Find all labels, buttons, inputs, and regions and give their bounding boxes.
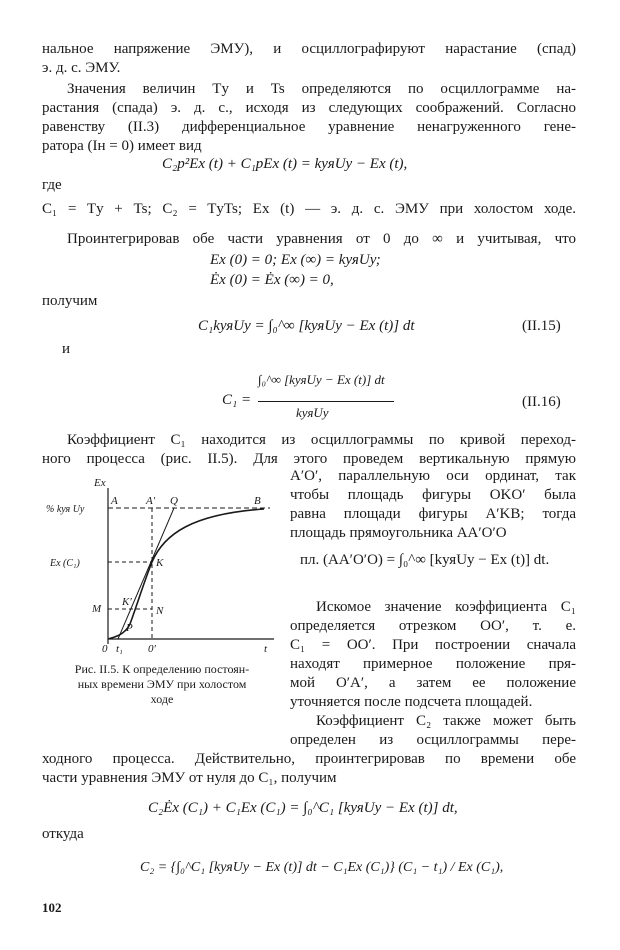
kuy-label: % kуя Uу	[46, 504, 85, 515]
text-line: Искомое значение коэффициента C₁	[316, 599, 576, 615]
caption-line: ных времени ЭМУ при холостом	[77, 677, 247, 691]
equation-number: (II.16)	[522, 394, 561, 410]
fraction-bar	[258, 401, 394, 402]
text-line: C₁ = OO′. При построении сначала	[290, 637, 576, 653]
text-line: равна площади фигуры A′KB; тогда	[290, 506, 576, 522]
text-line: растания (спада) э. д. с., исходя из следующих соображений. Согласно	[42, 100, 576, 116]
text-line: мой O′A′, а затем ее положение	[290, 675, 576, 691]
ex-c1-label: Eх (C₁)	[50, 558, 80, 569]
text-line: Коэффициент C₂ также может быть	[316, 713, 576, 729]
text-line: ходного процесса. Действительно, проинтегрировав по времени обе	[42, 751, 576, 767]
b-label: B	[254, 495, 261, 507]
text-line: определен из осциллограммы пере-	[290, 732, 576, 748]
text-line: Коэффициент C₁ находится из осциллограммы по кривой переход-	[67, 432, 576, 448]
text-line: A′O′, параллельную оси ординат, так	[290, 468, 576, 484]
page-number: 102	[42, 900, 62, 915]
area-equation: пл. (AA′O′O) = ∫₀^∞ [kуяUу − Eх (t)] dt.	[300, 552, 550, 568]
q-label: Q	[170, 495, 178, 507]
t-label: t	[264, 643, 268, 654]
condition: Eх (0) = 0; Eх (∞) = kуяUу;	[210, 252, 381, 268]
p-label: P	[126, 622, 133, 634]
transient-curve	[108, 509, 264, 639]
t1-label: t₁	[116, 643, 123, 654]
equation: C₂p²Eх (t) + C₁pEх (t) = kуяUу − Eх (t),	[162, 156, 408, 172]
text-line: определяется отрезком OO′, т. е.	[290, 618, 576, 634]
figure-ii-5	[42, 474, 282, 654]
tangent-line	[118, 508, 174, 639]
text-line: площадь прямоугольника AA′O′O	[290, 525, 507, 541]
text-line: Значения величин Tу и Ts определяются по осциллограмме на-	[67, 81, 576, 97]
text-line: э. д. с. ЭМУ.	[42, 60, 121, 76]
definitions-line: C₁ = Tу + Ts; C₂ = TуTs; Eх (t) — э. д. с. ЭМУ при холостом ходе.	[42, 201, 576, 217]
text-line: Проинтегрировав обе части уравнения от 0 до ∞ и учитывая, что	[67, 231, 576, 247]
a-prime-label: A′	[146, 495, 156, 507]
a-label: A	[111, 495, 118, 507]
text-line: чтобы площадь фигуры OKO′ была	[290, 487, 576, 503]
k-label: K	[156, 557, 164, 569]
caption-line: ходе	[150, 692, 174, 706]
k-prime-label: K′	[122, 596, 132, 608]
figure-caption	[42, 662, 282, 707]
text-line: и	[62, 341, 71, 357]
text-line: ратора (Iн = 0) имеет вид	[42, 138, 202, 154]
equation-ii-16-denominator: kуяUу	[296, 405, 329, 420]
m-label: M	[92, 603, 102, 615]
text-line: откуда	[42, 826, 84, 842]
text-line: находят примерное положение пря-	[290, 656, 576, 672]
text-line: получим	[42, 293, 98, 309]
caption-line: Рис. II.5. К определению постоян-	[74, 662, 250, 676]
ex-label: Eх	[94, 477, 106, 489]
text-line: ного процесса (рис. II.5). Для этого проведем вертикальную прямую	[42, 451, 576, 467]
n-label: N	[156, 605, 164, 617]
equation-c2-b: C₂ = {∫₀^C₁ [kуяUу − Eх (t)] dt − C₁Eх (C₁)} (C₁ − t₁) / Eх (C₁),	[140, 860, 504, 875]
equation-c2-a: C₂Ėх (C₁) + C₁Eх (C₁) = ∫₀^C₁ [kуяUу − Eх (t)] dt,	[148, 800, 458, 816]
text-line: нальное напряжение ЭМУ), и осциллографируют нарастание (спад)	[42, 41, 576, 57]
text-line: где	[42, 177, 62, 193]
condition: Ėх (0) = Ėх (∞) = 0,	[210, 272, 334, 288]
text-line: уточняется после подсчета площадей.	[290, 694, 533, 710]
o-prime-label: 0′	[148, 643, 156, 654]
equation-ii-15: C₁kуяUу = ∫₀^∞ [kуяUу − Eх (t)] dt	[198, 318, 415, 334]
equation-number: (II.15)	[522, 318, 561, 334]
origin-label: 0	[102, 643, 108, 654]
text-line: части уравнения ЭМУ от нуля до C₁, получим	[42, 770, 337, 786]
equation-ii-16-numerator: ∫₀^∞ [kуяUу − Eх (t)] dt	[258, 372, 385, 387]
equation-ii-16-lhs: C₁ =	[222, 392, 252, 408]
text-line: равенству (II.3) дифференциальное уравнение ненагруженного гене-	[42, 119, 576, 135]
